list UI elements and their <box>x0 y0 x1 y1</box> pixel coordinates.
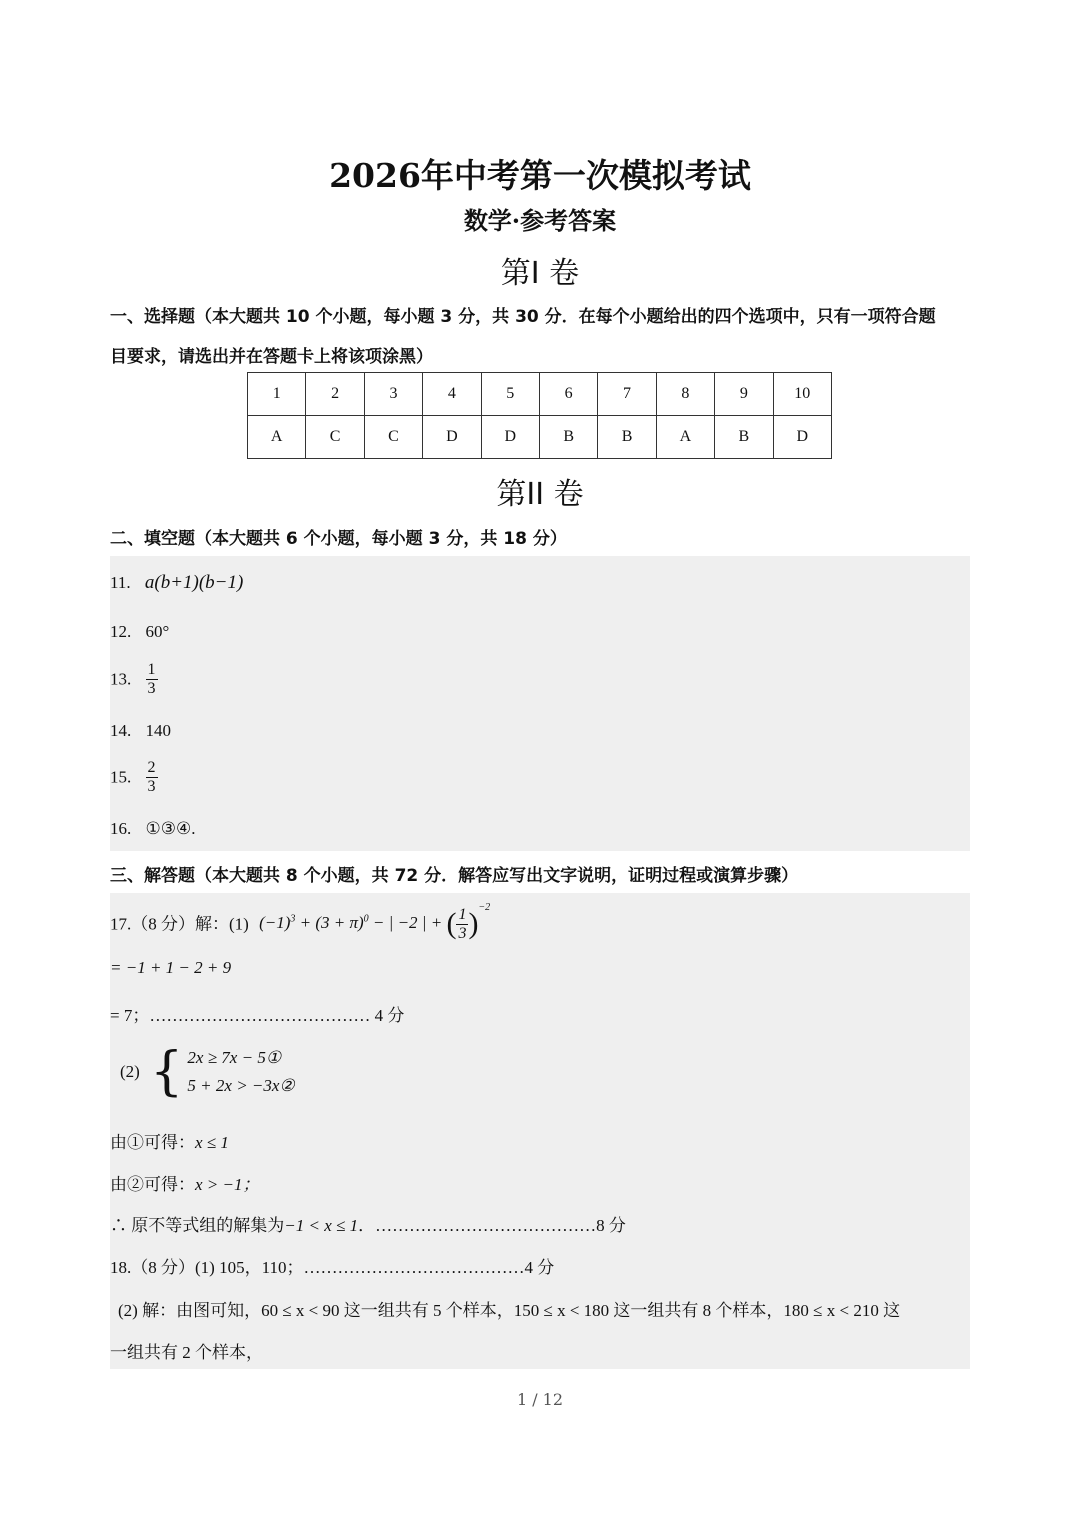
from1-value: x ≤ 1 <box>195 1133 229 1152</box>
answer-value: 140 <box>145 721 171 740</box>
answer-table-number-row <box>248 373 832 416</box>
q17-part2 <box>120 1044 295 1106</box>
fraction <box>456 907 468 942</box>
table-cell: 9 <box>715 373 773 416</box>
table-cell: 3 <box>364 373 422 416</box>
fill-answer-15 <box>110 760 158 795</box>
question-number: 14. <box>110 721 132 740</box>
from2-label: 由②可得： <box>110 1175 195 1194</box>
q17-part1 <box>110 902 490 942</box>
q18-part2-cont: 一组共有 2 个样本， <box>110 1343 263 1362</box>
answer-table-answer-row <box>248 416 832 459</box>
fraction-denominator: 3 <box>147 680 156 697</box>
page-number: 1 / 12 <box>516 1390 564 1409</box>
q18-part1: 18.（8 分）(1) 105，110；…………………………………4 分 <box>110 1258 555 1277</box>
document-title: 2026年中考第一次模拟考试 <box>329 156 751 195</box>
q18-part2: (2) 解：由图可知，60 ≤ x < 90 这一组共有 5 个样本，150 ≤ x < 180 这一组共有 8 个样本，180 ≤ x < 210 这 <box>118 1301 901 1320</box>
answer-value: 60° <box>145 622 170 641</box>
fraction-denominator: 3 <box>147 778 156 795</box>
fill-answer-14 <box>110 721 171 741</box>
conclusion-value: −1 < x ≤ 1 <box>284 1216 359 1235</box>
inequality-1: 2x ≥ 7x − 5① <box>187 1048 282 1067</box>
fraction <box>146 760 158 795</box>
answer-table <box>247 372 832 459</box>
volume-1-heading: 第I 卷 <box>500 256 580 291</box>
exponent: 0 <box>363 913 369 925</box>
q17-from1 <box>110 1128 229 1153</box>
q17-part2-label: (2) <box>120 1062 140 1081</box>
table-cell: 7 <box>598 373 656 416</box>
table-cell: C <box>364 416 422 459</box>
q17-intro: 17.（8 分）解：(1) <box>110 914 249 934</box>
fill-answer-12 <box>110 622 169 642</box>
inequality-system <box>187 1044 294 1100</box>
table-cell: 1 <box>248 373 306 416</box>
table-cell: 5 <box>481 373 539 416</box>
q17-conclusion <box>110 1211 626 1236</box>
fill-answer-11 <box>110 572 243 594</box>
table-cell: 4 <box>423 373 481 416</box>
q17-from2 <box>110 1170 260 1195</box>
fraction-numerator: 1 <box>458 905 467 923</box>
answer-value: a(b+1)(b−1) <box>144 572 244 593</box>
from1-label: 由①可得： <box>110 1133 195 1152</box>
answer-value: ①③④. <box>145 819 196 838</box>
conclusion-score: ．…………………………………8 分 <box>358 1216 626 1235</box>
table-cell: B <box>598 416 656 459</box>
table-cell: A <box>656 416 714 459</box>
expr-term: − | −2 | + <box>368 913 443 932</box>
fill-answer-13 <box>110 662 158 697</box>
fraction <box>146 662 158 697</box>
table-cell: 8 <box>656 373 714 416</box>
table-cell: 10 <box>773 373 831 416</box>
table-cell: D <box>481 416 539 459</box>
brace-symbol: { <box>150 1042 184 1102</box>
solve-section-header: 三、解答题（本大题共 8 个小题，共 72 分．解答应写出文字说明，证明过程或演算步骤） <box>110 866 799 886</box>
table-cell: C <box>306 416 364 459</box>
conclusion-text: ∴ 原不等式组的解集为 <box>110 1216 285 1235</box>
table-cell: 2 <box>306 373 364 416</box>
inequality-2: 5 + 2x > −3x② <box>187 1076 295 1095</box>
volume-2-heading: 第II 卷 <box>496 477 584 512</box>
question-number: 16. <box>110 819 132 838</box>
fraction-numerator: 2 <box>147 759 156 776</box>
choice-section-header: 一、选择题（本大题共 10 个小题，每小题 3 分，共 30 分．在每个小题给出的四个选项中，只有一项符合题 <box>110 307 936 327</box>
table-cell: D <box>773 416 831 459</box>
table-cell: D <box>423 416 481 459</box>
from2-value: x > −1； <box>195 1175 260 1194</box>
table-cell: B <box>539 416 597 459</box>
question-number: 15. <box>110 767 132 787</box>
exponent: 3 <box>290 913 296 925</box>
table-cell: B <box>715 416 773 459</box>
table-cell: 6 <box>539 373 597 416</box>
fill-section-header: 二、填空题（本大题共 6 个小题，每小题 3 分，共 18 分） <box>110 529 567 549</box>
q17-step1: = −1 + 1 − 2 + 9 <box>110 958 232 977</box>
q17-expression: $(-1)^3 + (3 + \pi)^0$ − | −2 | + ( $\frac{1}{3}$ )$^{-2}$ <box>259 902 491 942</box>
expr-term: (−1) <box>259 913 291 932</box>
q17-step2: = 7；………………………………… 4 分 <box>110 1006 405 1025</box>
table-cell: A <box>248 416 306 459</box>
fraction-denominator: 3 <box>458 924 467 942</box>
question-number: 12. <box>110 622 132 641</box>
fill-answer-16 <box>110 819 195 839</box>
fraction-numerator: 1 <box>147 661 156 678</box>
choice-section-header-cont: 目要求，请选出并在答题卡上将该项涂黑） <box>110 347 433 367</box>
exponent: −2 <box>478 902 491 913</box>
expr-term: + (3 + π) <box>295 913 364 932</box>
document-subtitle: 数学·参考答案 <box>463 206 617 235</box>
fill-answers-panel <box>110 556 970 851</box>
question-number: 13. <box>110 669 132 689</box>
question-number: 11. <box>110 573 131 592</box>
